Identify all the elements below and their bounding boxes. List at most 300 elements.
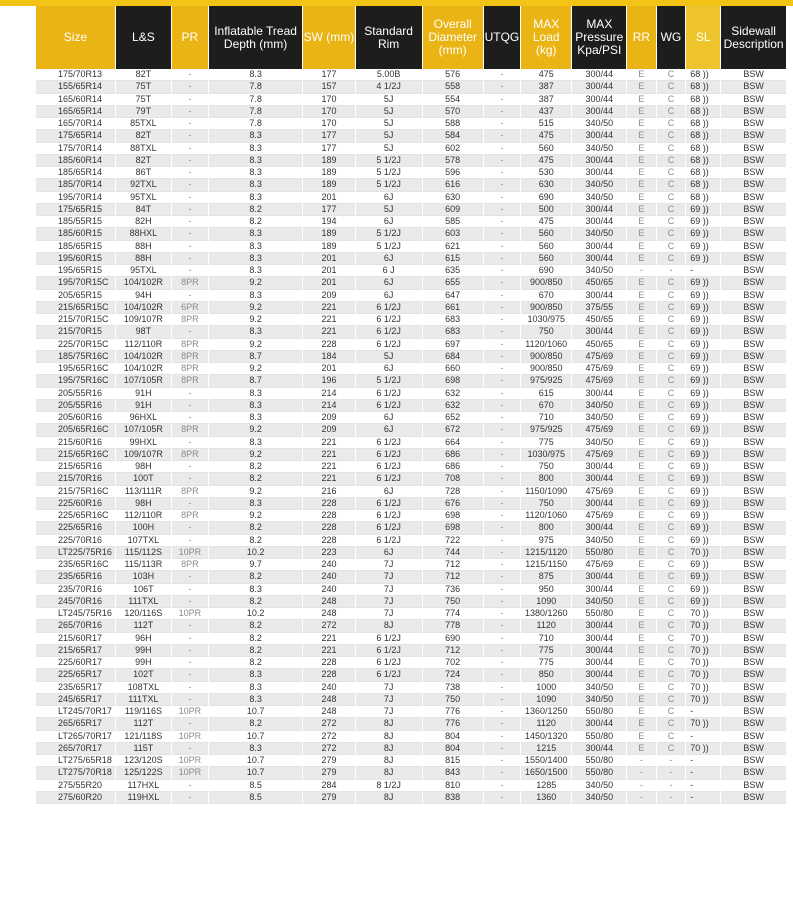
table-row: [36, 510, 786, 522]
cell-max-pressure: 340/50: [572, 780, 626, 792]
cell-load-speed: 112T: [116, 718, 171, 730]
cell-ply-rating: -: [172, 265, 208, 277]
table-row: [36, 657, 786, 669]
cell-size: 165/70R14: [36, 118, 115, 130]
cell-rr: E: [627, 204, 656, 216]
cell-max-load: 475: [521, 69, 571, 81]
table-row: [36, 437, 786, 449]
header-section-width: SW (mm): [303, 6, 355, 69]
cell-sidewall: BSW: [721, 694, 786, 706]
cell-ply-rating: -: [172, 657, 208, 669]
cell-rim: 6 1/2J: [356, 633, 422, 645]
cell-ply-rating: 10PR: [172, 608, 208, 620]
cell-diameter: 712: [423, 645, 483, 657]
cell-ply-rating: 8PR: [172, 339, 208, 351]
cell-max-load: 475: [521, 130, 571, 142]
cell-rr: E: [627, 608, 656, 620]
cell-sl: 69 )): [686, 596, 720, 608]
cell-wg: C: [657, 731, 686, 743]
cell-tread-depth: 9.2: [209, 339, 302, 351]
cell-section-width: 248: [303, 694, 355, 706]
cell-sl: 70 )): [686, 669, 720, 681]
cell-max-load: 515: [521, 118, 571, 130]
cell-wg: C: [657, 81, 686, 93]
cell-diameter: 684: [423, 351, 483, 363]
cell-max-load: 560: [521, 228, 571, 240]
cell-tread-depth: 10.7: [209, 767, 302, 779]
cell-diameter: 750: [423, 694, 483, 706]
cell-sl: 69 )): [686, 510, 720, 522]
cell-sl: -: [686, 792, 720, 804]
cell-max-pressure: 300/44: [572, 633, 626, 645]
cell-size: 195/70R14: [36, 192, 115, 204]
cell-sl: -: [686, 780, 720, 792]
cell-wg: C: [657, 130, 686, 142]
cell-wg: C: [657, 645, 686, 657]
cell-size: 195/70R15C: [36, 277, 115, 289]
cell-load-speed: 123/120S: [116, 755, 171, 767]
header-sidewall: Sidewall Description: [721, 6, 786, 69]
cell-diameter: 584: [423, 130, 483, 142]
cell-section-width: 279: [303, 792, 355, 804]
cell-tread-depth: 8.3: [209, 743, 302, 755]
cell-max-load: 475: [521, 216, 571, 228]
cell-rim: 6 1/2J: [356, 535, 422, 547]
cell-utqg: -: [484, 400, 520, 412]
cell-rr: -: [627, 265, 656, 277]
cell-max-pressure: 300/44: [572, 461, 626, 473]
cell-max-load: 875: [521, 571, 571, 583]
cell-size: 205/55R16: [36, 400, 115, 412]
cell-max-load: 1450/1320: [521, 731, 571, 743]
cell-section-width: 209: [303, 424, 355, 436]
cell-max-load: 1030/975: [521, 314, 571, 326]
cell-diameter: 708: [423, 473, 483, 485]
cell-load-speed: 85TXL: [116, 118, 171, 130]
cell-sidewall: BSW: [721, 228, 786, 240]
cell-rim: 6J: [356, 547, 422, 559]
cell-tread-depth: 8.2: [209, 620, 302, 632]
cell-section-width: 201: [303, 192, 355, 204]
cell-sidewall: BSW: [721, 253, 786, 265]
cell-section-width: 284: [303, 780, 355, 792]
cell-rr: -: [627, 767, 656, 779]
cell-section-width: 189: [303, 241, 355, 253]
cell-sidewall: BSW: [721, 204, 786, 216]
cell-wg: -: [657, 755, 686, 767]
cell-tread-depth: 9.2: [209, 449, 302, 461]
cell-max-pressure: 300/44: [572, 130, 626, 142]
cell-rim: 6 1/2J: [356, 437, 422, 449]
cell-utqg: -: [484, 253, 520, 265]
cell-wg: C: [657, 155, 686, 167]
cell-diameter: 774: [423, 608, 483, 620]
cell-sl: 69 )): [686, 437, 720, 449]
cell-rr: E: [627, 277, 656, 289]
table-row: [36, 694, 786, 706]
cell-size: LT245/75R16: [36, 608, 115, 620]
cell-wg: C: [657, 339, 686, 351]
cell-ply-rating: -: [172, 130, 208, 142]
cell-sidewall: BSW: [721, 400, 786, 412]
cell-wg: C: [657, 204, 686, 216]
cell-wg: C: [657, 351, 686, 363]
cell-wg: C: [657, 290, 686, 302]
cell-sl: 70 )): [686, 608, 720, 620]
cell-ply-rating: 10PR: [172, 547, 208, 559]
table-row: [36, 204, 786, 216]
cell-wg: -: [657, 767, 686, 779]
cell-load-speed: 109/107R: [116, 449, 171, 461]
cell-ply-rating: -: [172, 94, 208, 106]
cell-load-speed: 112T: [116, 620, 171, 632]
cell-max-load: 975: [521, 535, 571, 547]
cell-rr: E: [627, 682, 656, 694]
cell-rim: 6 1/2J: [356, 400, 422, 412]
cell-tread-depth: 10.7: [209, 706, 302, 718]
cell-rr: E: [627, 449, 656, 461]
cell-load-speed: 100T: [116, 473, 171, 485]
cell-rr: E: [627, 216, 656, 228]
cell-section-width: 248: [303, 596, 355, 608]
cell-sl: 69 )): [686, 400, 720, 412]
cell-max-pressure: 300/44: [572, 204, 626, 216]
cell-sidewall: BSW: [721, 571, 786, 583]
cell-sl: 69 )): [686, 277, 720, 289]
cell-sl: 69 )): [686, 559, 720, 571]
cell-wg: C: [657, 106, 686, 118]
cell-size: LT275/65R18: [36, 755, 115, 767]
cell-wg: C: [657, 167, 686, 179]
cell-section-width: 240: [303, 571, 355, 583]
cell-sidewall: BSW: [721, 216, 786, 228]
cell-section-width: 170: [303, 106, 355, 118]
cell-rim: 6 1/2J: [356, 473, 422, 485]
table-row: [36, 155, 786, 167]
cell-size: 275/60R20: [36, 792, 115, 804]
cell-wg: C: [657, 302, 686, 314]
cell-load-speed: 119/116S: [116, 706, 171, 718]
table-row: [36, 351, 786, 363]
cell-tread-depth: 8.3: [209, 290, 302, 302]
cell-utqg: -: [484, 767, 520, 779]
table-row: [36, 228, 786, 240]
cell-ply-rating: 10PR: [172, 755, 208, 767]
cell-rr: E: [627, 339, 656, 351]
cell-ply-rating: -: [172, 241, 208, 253]
cell-diameter: 621: [423, 241, 483, 253]
cell-utqg: -: [484, 706, 520, 718]
cell-section-width: 228: [303, 669, 355, 681]
cell-ply-rating: -: [172, 596, 208, 608]
cell-tread-depth: 8.2: [209, 473, 302, 485]
cell-tread-depth: 9.2: [209, 363, 302, 375]
cell-sl: 68 )): [686, 81, 720, 93]
cell-diameter: 712: [423, 571, 483, 583]
cell-section-width: 209: [303, 290, 355, 302]
cell-load-speed: 121/118S: [116, 731, 171, 743]
cell-section-width: 201: [303, 253, 355, 265]
cell-sl: 68 )): [686, 130, 720, 142]
cell-size: 175/70R14: [36, 143, 115, 155]
cell-size: 215/70R16: [36, 473, 115, 485]
cell-wg: C: [657, 596, 686, 608]
cell-utqg: -: [484, 363, 520, 375]
cell-max-load: 1360/1250: [521, 706, 571, 718]
cell-utqg: -: [484, 179, 520, 191]
cell-tread-depth: 8.3: [209, 192, 302, 204]
cell-sl: 69 )): [686, 449, 720, 461]
cell-sidewall: BSW: [721, 731, 786, 743]
cell-size: 185/55R15: [36, 216, 115, 228]
cell-load-speed: 96H: [116, 633, 171, 645]
header-wg: WG: [657, 6, 686, 69]
cell-max-load: 387: [521, 94, 571, 106]
cell-load-speed: 115/112S: [116, 547, 171, 559]
cell-sidewall: BSW: [721, 375, 786, 387]
cell-tread-depth: 10.7: [209, 755, 302, 767]
cell-wg: C: [657, 706, 686, 718]
cell-sidewall: BSW: [721, 424, 786, 436]
cell-max-pressure: 340/50: [572, 192, 626, 204]
cell-diameter: 736: [423, 584, 483, 596]
cell-sl: 68 )): [686, 94, 720, 106]
cell-load-speed: 82T: [116, 155, 171, 167]
cell-utqg: -: [484, 498, 520, 510]
cell-sidewall: BSW: [721, 608, 786, 620]
cell-sl: 70 )): [686, 633, 720, 645]
cell-diameter: 804: [423, 743, 483, 755]
cell-ply-rating: -: [172, 645, 208, 657]
cell-tread-depth: 7.8: [209, 94, 302, 106]
cell-sl: 70 )): [686, 547, 720, 559]
cell-size: 205/60R16: [36, 412, 115, 424]
cell-load-speed: 82T: [116, 69, 171, 81]
cell-rr: E: [627, 241, 656, 253]
cell-diameter: 712: [423, 559, 483, 571]
cell-max-load: 560: [521, 241, 571, 253]
cell-rim: 8J: [356, 767, 422, 779]
cell-section-width: 201: [303, 363, 355, 375]
cell-max-pressure: 300/44: [572, 718, 626, 730]
cell-load-speed: 88H: [116, 241, 171, 253]
cell-ply-rating: -: [172, 118, 208, 130]
cell-size: 165/65R14: [36, 106, 115, 118]
cell-section-width: 228: [303, 339, 355, 351]
cell-max-pressure: 300/44: [572, 743, 626, 755]
cell-rim: 5J: [356, 106, 422, 118]
cell-max-load: 975/925: [521, 375, 571, 387]
cell-sidewall: BSW: [721, 547, 786, 559]
cell-ply-rating: -: [172, 669, 208, 681]
cell-max-pressure: 300/44: [572, 155, 626, 167]
cell-sidewall: BSW: [721, 461, 786, 473]
cell-rr: E: [627, 412, 656, 424]
cell-load-speed: 86T: [116, 167, 171, 179]
cell-rim: 5J: [356, 351, 422, 363]
cell-max-pressure: 340/50: [572, 694, 626, 706]
header-standard-rim: Standard Rim: [356, 6, 422, 69]
cell-max-pressure: 340/50: [572, 792, 626, 804]
header-tread-depth: Inflatable Tread Depth (mm): [209, 6, 302, 69]
cell-max-pressure: 475/69: [572, 351, 626, 363]
cell-diameter: 602: [423, 143, 483, 155]
cell-max-pressure: 340/50: [572, 400, 626, 412]
cell-load-speed: 99H: [116, 645, 171, 657]
cell-max-pressure: 300/44: [572, 657, 626, 669]
cell-ply-rating: 8PR: [172, 314, 208, 326]
cell-rim: 8J: [356, 731, 422, 743]
cell-utqg: -: [484, 290, 520, 302]
cell-rr: E: [627, 522, 656, 534]
cell-tread-depth: 8.3: [209, 143, 302, 155]
cell-load-speed: 99H: [116, 657, 171, 669]
cell-max-pressure: 340/50: [572, 412, 626, 424]
cell-rim: 6 1/2J: [356, 326, 422, 338]
cell-size: 205/65R15: [36, 290, 115, 302]
cell-ply-rating: -: [172, 388, 208, 400]
cell-section-width: 214: [303, 400, 355, 412]
cell-max-load: 1120/1060: [521, 339, 571, 351]
cell-rr: E: [627, 486, 656, 498]
cell-load-speed: 79T: [116, 106, 171, 118]
cell-max-load: 1285: [521, 780, 571, 792]
cell-tread-depth: 9.2: [209, 424, 302, 436]
table-row: [36, 130, 786, 142]
cell-max-pressure: 340/50: [572, 265, 626, 277]
cell-max-pressure: 550/80: [572, 608, 626, 620]
cell-diameter: 750: [423, 596, 483, 608]
cell-wg: C: [657, 437, 686, 449]
table-row: [36, 400, 786, 412]
cell-rr: E: [627, 620, 656, 632]
cell-max-load: 670: [521, 290, 571, 302]
cell-sidewall: BSW: [721, 106, 786, 118]
cell-ply-rating: -: [172, 694, 208, 706]
cell-max-pressure: 550/80: [572, 706, 626, 718]
cell-utqg: -: [484, 326, 520, 338]
cell-size: 155/65R14: [36, 81, 115, 93]
cell-rr: E: [627, 363, 656, 375]
cell-load-speed: 91H: [116, 388, 171, 400]
cell-ply-rating: -: [172, 743, 208, 755]
cell-sl: 69 )): [686, 388, 720, 400]
cell-section-width: 228: [303, 510, 355, 522]
cell-max-pressure: 300/44: [572, 216, 626, 228]
cell-max-pressure: 450/65: [572, 314, 626, 326]
cell-section-width: 221: [303, 314, 355, 326]
cell-sidewall: BSW: [721, 351, 786, 363]
table-row: [36, 486, 786, 498]
cell-rim: 5 1/2J: [356, 179, 422, 191]
cell-rim: 5J: [356, 204, 422, 216]
cell-size: 195/75R16C: [36, 375, 115, 387]
cell-diameter: 722: [423, 535, 483, 547]
cell-diameter: 603: [423, 228, 483, 240]
cell-utqg: -: [484, 486, 520, 498]
cell-rr: E: [627, 596, 656, 608]
cell-size: 245/65R17: [36, 694, 115, 706]
cell-rim: 6 1/2J: [356, 498, 422, 510]
cell-rr: -: [627, 755, 656, 767]
tire-spec-table: [35, 6, 787, 804]
cell-rim: 8J: [356, 620, 422, 632]
cell-sl: 69 )): [686, 461, 720, 473]
cell-max-load: 710: [521, 412, 571, 424]
cell-rim: 8J: [356, 755, 422, 767]
cell-rr: E: [627, 743, 656, 755]
cell-diameter: 698: [423, 510, 483, 522]
cell-load-speed: 115T: [116, 743, 171, 755]
cell-diameter: 838: [423, 792, 483, 804]
cell-load-speed: 88HXL: [116, 228, 171, 240]
cell-ply-rating: 8PR: [172, 363, 208, 375]
cell-section-width: 201: [303, 265, 355, 277]
cell-sl: 70 )): [686, 718, 720, 730]
table-row: [36, 571, 786, 583]
cell-sl: -: [686, 767, 720, 779]
cell-tread-depth: 8.3: [209, 179, 302, 191]
cell-load-speed: 98H: [116, 461, 171, 473]
cell-max-pressure: 300/44: [572, 241, 626, 253]
cell-wg: C: [657, 559, 686, 571]
cell-section-width: 157: [303, 81, 355, 93]
cell-ply-rating: -: [172, 400, 208, 412]
cell-sidewall: BSW: [721, 302, 786, 314]
cell-rr: E: [627, 559, 656, 571]
cell-rim: 8J: [356, 743, 422, 755]
cell-rim: 5 1/2J: [356, 228, 422, 240]
cell-section-width: 279: [303, 767, 355, 779]
cell-max-load: 1120: [521, 620, 571, 632]
table-row: [36, 290, 786, 302]
cell-ply-rating: -: [172, 192, 208, 204]
cell-sl: 69 )): [686, 363, 720, 375]
cell-sidewall: BSW: [721, 682, 786, 694]
cell-sidewall: BSW: [721, 559, 786, 571]
cell-load-speed: 108TXL: [116, 682, 171, 694]
cell-wg: C: [657, 669, 686, 681]
cell-sidewall: BSW: [721, 535, 786, 547]
cell-max-pressure: 340/50: [572, 228, 626, 240]
cell-sl: 69 )): [686, 424, 720, 436]
cell-section-width: 177: [303, 69, 355, 81]
cell-tread-depth: 8.2: [209, 596, 302, 608]
cell-diameter: 776: [423, 706, 483, 718]
cell-rr: E: [627, 290, 656, 302]
cell-size: LT225/75R16: [36, 547, 115, 559]
cell-ply-rating: -: [172, 780, 208, 792]
cell-rr: E: [627, 228, 656, 240]
cell-max-load: 500: [521, 204, 571, 216]
cell-load-speed: 107/105R: [116, 424, 171, 436]
table-row: [36, 326, 786, 338]
cell-load-speed: 112/110R: [116, 510, 171, 522]
cell-diameter: 843: [423, 767, 483, 779]
table-row: [36, 302, 786, 314]
cell-wg: C: [657, 718, 686, 730]
cell-diameter: 664: [423, 437, 483, 449]
cell-ply-rating: 10PR: [172, 731, 208, 743]
cell-rim: 8 1/2J: [356, 780, 422, 792]
cell-load-speed: 107/105R: [116, 375, 171, 387]
cell-sidewall: BSW: [721, 755, 786, 767]
cell-diameter: 686: [423, 461, 483, 473]
cell-sl: 69 )): [686, 302, 720, 314]
cell-tread-depth: 8.3: [209, 265, 302, 277]
cell-load-speed: 92TXL: [116, 179, 171, 191]
cell-rim: 6J: [356, 486, 422, 498]
